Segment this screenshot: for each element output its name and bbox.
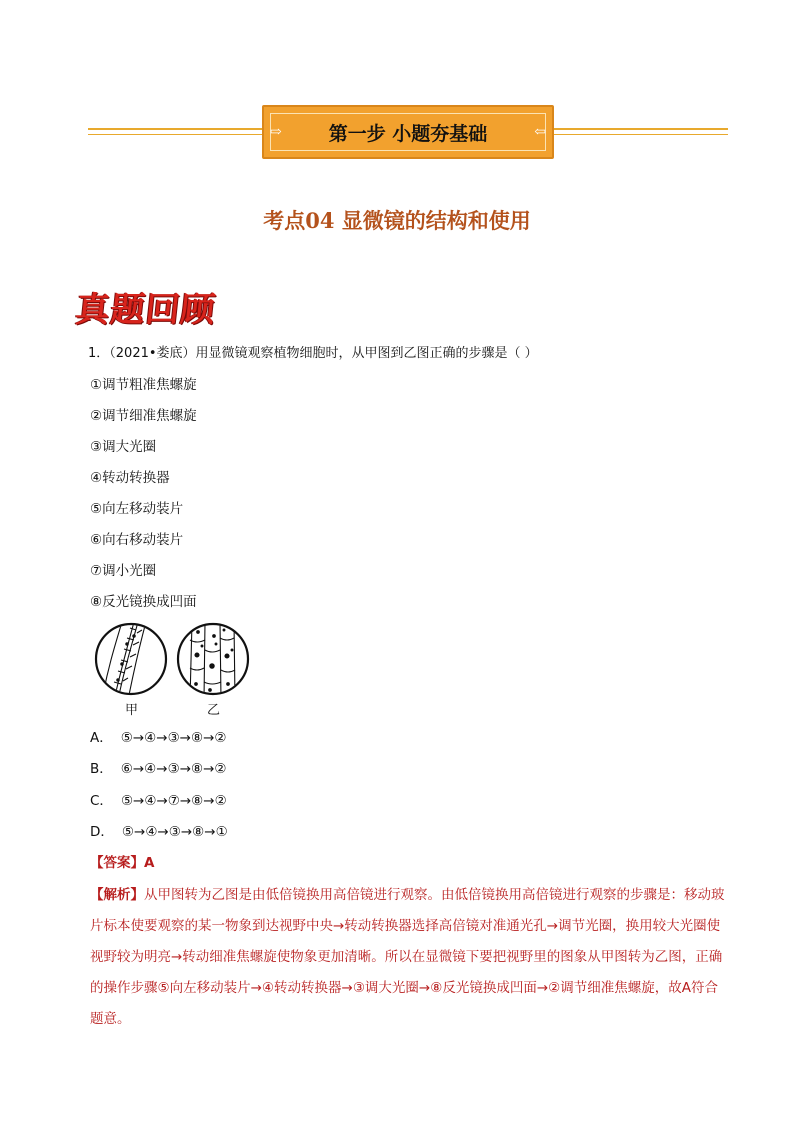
banner-line-left-top	[88, 128, 262, 130]
banner-line-right-bottom	[554, 134, 728, 135]
step-item: ③调大光圈	[90, 439, 157, 455]
banner-line-left-bottom	[88, 134, 262, 135]
option-sequence: ⑤→④→③→⑧→②	[120, 730, 227, 746]
option-label: A．	[90, 730, 113, 746]
arrow-right-icon: ⇨	[270, 124, 282, 140]
analysis-paragraph	[90, 880, 730, 1035]
step-item: ⑤向左移动装片	[90, 501, 184, 517]
step-item: ④转动转换器	[90, 470, 170, 486]
option-label: C．	[90, 793, 113, 809]
figure-label-jia: 甲	[125, 703, 139, 718]
review-heading: 真题回顾	[73, 290, 218, 330]
option-label: D．	[90, 824, 114, 840]
answer-line: 【答案】A	[90, 855, 155, 871]
step-item: ⑧反光镜换成凹面	[90, 594, 197, 610]
figure-label-yi: 乙	[207, 703, 221, 718]
option-sequence: ⑤→④→⑦→⑧→②	[120, 793, 227, 809]
banner-title: 第一步 小题夯基础	[328, 123, 488, 145]
option-c[interactable]	[90, 789, 227, 809]
step-item: ⑥向右移动装片	[90, 532, 184, 548]
option-label: B．	[90, 761, 113, 777]
option-sequence: ⑥→④→③→⑧→②	[120, 761, 227, 777]
question-stem: 1．（2021•娄底）用显微镜观察植物细胞时，从甲图到乙图正确的步骤是（ ）	[88, 346, 538, 361]
option-b[interactable]	[90, 757, 227, 777]
step-item: ⑦调小光圈	[90, 563, 157, 579]
arrow-left-icon: ⇦	[534, 124, 546, 140]
section-banner	[262, 105, 554, 159]
analysis-tag: 【解析】	[90, 887, 144, 903]
microscope-figure	[94, 622, 254, 702]
step-item: ②调节细准焦螺旋	[90, 408, 197, 424]
option-a[interactable]	[90, 726, 227, 746]
option-d[interactable]	[90, 820, 228, 840]
section-title: 考点04 显微镜的结构和使用	[263, 208, 531, 233]
step-item: ①调节粗准焦螺旋	[90, 377, 197, 393]
figure-yi-high-power	[178, 622, 248, 700]
analysis-text: 从甲图转为乙图是由低倍镜换用高倍镜进行观察。由低倍镜换用高倍镜进行观察的步骤是：移动玻片标本使要观察的某一物象到达视野中央→转动转换器选择高倍镜对准通光孔→调节光圈，换用较大光圈使视野较为明亮→转动细准焦螺旋使物象更加清晰。所以在显微镜下要把视野里的图象从甲图转为乙图，正确的操作步骤⑤向左移动装片→④转动转换器→③调大光圈→⑧反光镜换成凹面→②调节细准焦螺旋，故A符合题意。	[90, 887, 725, 1027]
banner-line-right-top	[554, 128, 728, 130]
option-sequence: ⑤→④→③→⑧→①	[121, 824, 228, 840]
figure-jia-low-power	[96, 622, 166, 700]
